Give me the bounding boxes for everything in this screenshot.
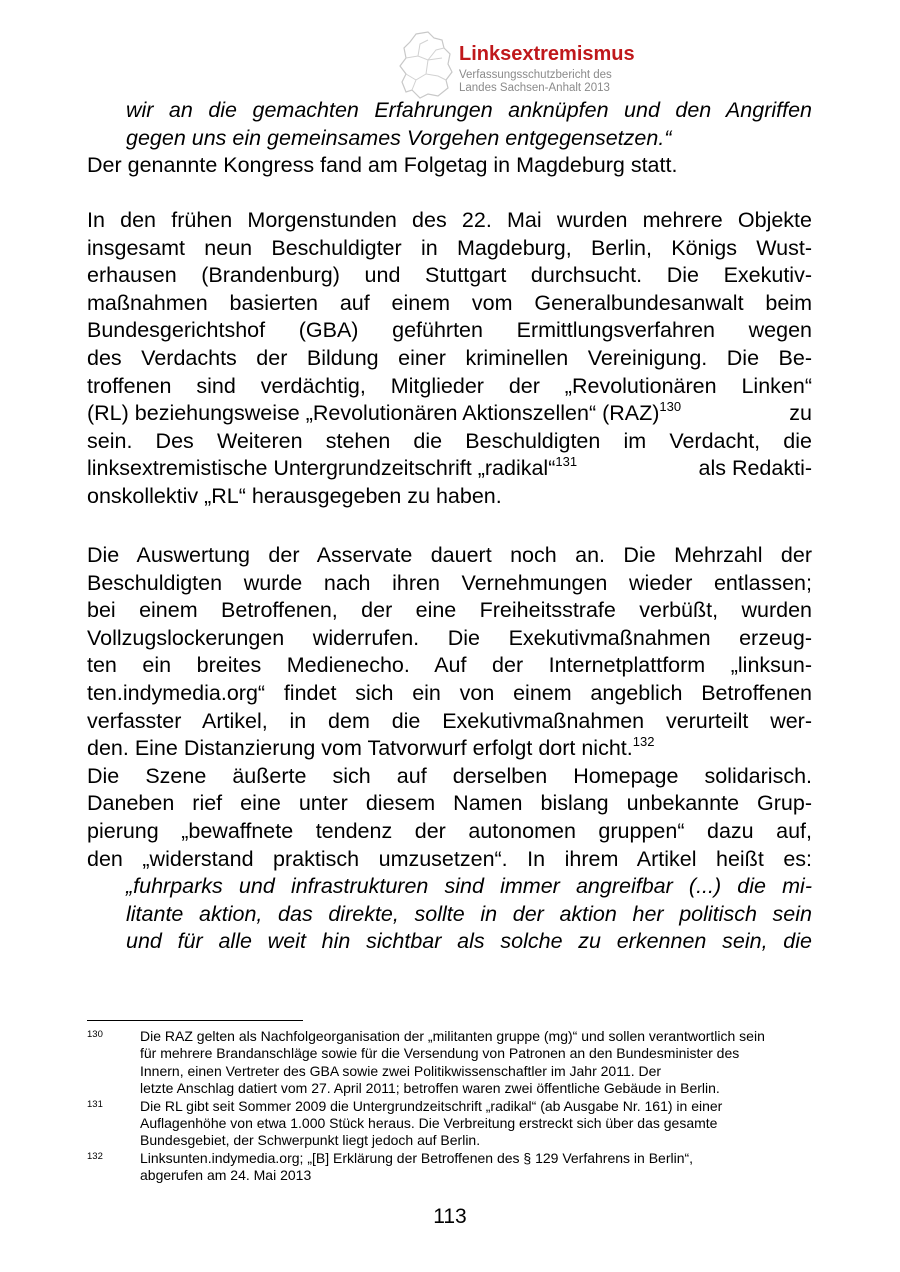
footnote-line: Innern, einen Vertreter des GBA sowie zwei Politikwissenschaftler im Jahr 2011. Der (140, 1062, 662, 1079)
text-line: „fuhrparks und infrastrukturen sind immer angreifbar (...) die mi- (126, 874, 812, 899)
footnote-line: abgerufen am 24. Mai 2013 (140, 1167, 312, 1184)
text-line: den „widerstand praktisch umzusetzen“. In ihrem Artikel heißt es: (87, 846, 812, 871)
text-fragment: linksextremistische Untergrundzeitschrift „radikal“ (87, 456, 556, 481)
text-line (87, 735, 812, 763)
text-line: Bundesgerichtshof (GBA) geführten Ermittlungsverfahren wegen (87, 318, 812, 343)
text-line: des Verdachts der Bildung einer kriminellen Vereinigung. Die Be- (87, 345, 812, 370)
text-line: maßnahmen basierten auf einem vom Generalbundesanwalt beim (87, 290, 812, 315)
footnote-line: Die RAZ gelten als Nachfolgeorganisation der „militanten gruppe (mg)“ und sollen verantwortlich sein (140, 1028, 765, 1044)
text-line: troffenen sind verdächtig, Mitglieder der „Revolutionären Linken“ (87, 373, 812, 398)
text-line (87, 455, 812, 483)
footnote-line: für mehrere Brandanschläge sowie für die Versendung von Patronen an den Bundesminister des (140, 1045, 740, 1062)
text-line: und für alle weit hin sichtbar als solche zu erkennen sein, die (126, 929, 812, 954)
text-fragment: den. Eine Distanzierung vom Tatvorwurf erfolgt dort nicht. (87, 736, 633, 761)
footnote-number: 131 (87, 1098, 103, 1110)
text-line: erhausen (Brandenburg) und Stuttgart durchsucht. Die Exekutiv- (87, 263, 812, 288)
text-line: In den frühen Morgenstunden des 22. Mai wurden mehrere Objekte (87, 208, 812, 232)
text-line: Beschuldigten wurde nach ihren Vernehmungen wieder entlassen; (87, 570, 812, 595)
text-line: gegen uns ein gemeinsames Vorgehen entgegensetzen.“ (126, 125, 672, 150)
footnote-line: Auflagenhöhe von etwa 1.000 Stück heraus. Die Verbreitung erstreckt sich über das gesamte (140, 1115, 718, 1132)
text-line: ten.indymedia.org“ findet sich ein von einem angeblich Betroffenen (87, 680, 812, 705)
text-line: verfasster Artikel, in dem die Exekutivmaßnahmen verurteilt wer- (87, 708, 812, 733)
footnote-separator (87, 1020, 303, 1021)
paragraph-evaluation (87, 542, 812, 956)
text-line: Die Auswertung der Asservate dauert noch an. Die Mehrzahl der (87, 543, 812, 567)
header-title: Linksextremismus (459, 43, 635, 65)
header-subtitle-line1: Verfassungsschutzbericht des (459, 69, 612, 81)
text-line: bei einem Betroffenen, der eine Freiheitsstrafe verbüßt, wurden (87, 598, 812, 623)
footnote-number: 132 (87, 1150, 103, 1162)
saxony-anhalt-map-icon (398, 30, 454, 100)
footnote-line: Linksunten.indymedia.org; „[B] Erklärung der Betroffenen des § 129 Verfahrens in Berlin“, (140, 1149, 694, 1166)
text-line (87, 400, 812, 428)
text-line: insgesamt neun Beschuldigter in Magdeburg, Berlin, Königs Wust- (87, 235, 812, 260)
text-line: wir an die gemachten Erfahrungen anknüpfen und den Angriffen (126, 98, 812, 122)
paragraph-raids (87, 207, 812, 511)
text-line: Der genannte Kongress fand am Folgetag in Magdeburg statt. (87, 153, 678, 178)
block-quote-continuation (87, 97, 812, 180)
text-line: sein. Des Weiteren stehen die Beschuldigten im Verdacht, die (87, 428, 812, 453)
footnotes (87, 1028, 817, 1185)
text-line: onskollektiv „RL“ herausgegeben zu haben. (87, 483, 502, 508)
footnote-ref-130[interactable]: 130 (659, 399, 682, 415)
text-fragment: als Redakti- (698, 456, 812, 481)
text-fragment: (RL) beziehungsweise „Revolutionären Aktionszellen“ (RAZ) (87, 401, 660, 426)
text-line: litante aktion, das direkte, sollte in der aktion her politisch sein (126, 901, 812, 926)
footnote-130 (87, 1028, 817, 1098)
page-header (398, 30, 698, 100)
text-line: ten ein breites Medienecho. Auf der Internetplattform „linksun- (87, 653, 812, 678)
text-line: Daneben rief eine unter diesem Namen bislang unbekannte Grup- (87, 791, 812, 816)
text-fragment: zu (789, 401, 812, 426)
text-line: pierung „bewaffnete tendenz der autonomen gruppen“ dazu auf, (87, 818, 812, 843)
footnote-line: letzte Anschlag datiert vom 27. April 2011; betroffen waren zwei öffentliche Gebäude in Berlin. (140, 1080, 720, 1097)
footnote-ref-131[interactable]: 131 (555, 454, 578, 470)
footnote-line: Die RL gibt seit Sommer 2009 die Untergrundzeitschrift „radikal“ (ab Ausgabe Nr. 161) in einer (140, 1097, 723, 1114)
text-line: Die Szene äußerte sich auf derselben Homepage solidarisch. (87, 763, 812, 788)
footnote-line: Bundesgebiet, der Schwerpunkt liegt jedoch auf Berlin. (140, 1132, 481, 1149)
header-subtitle-line2: Landes Sachsen-Anhalt 2013 (459, 82, 610, 94)
footnote-number: 130 (87, 1029, 103, 1040)
text-line: Vollzugslockerungen widerrufen. Die Exekutivmaßnahmen erzeug- (87, 625, 812, 650)
footnote-ref-132[interactable]: 132 (632, 734, 655, 750)
page-number: 113 (433, 1205, 467, 1228)
footnote-132 (87, 1150, 817, 1185)
footnote-131 (87, 1098, 817, 1150)
